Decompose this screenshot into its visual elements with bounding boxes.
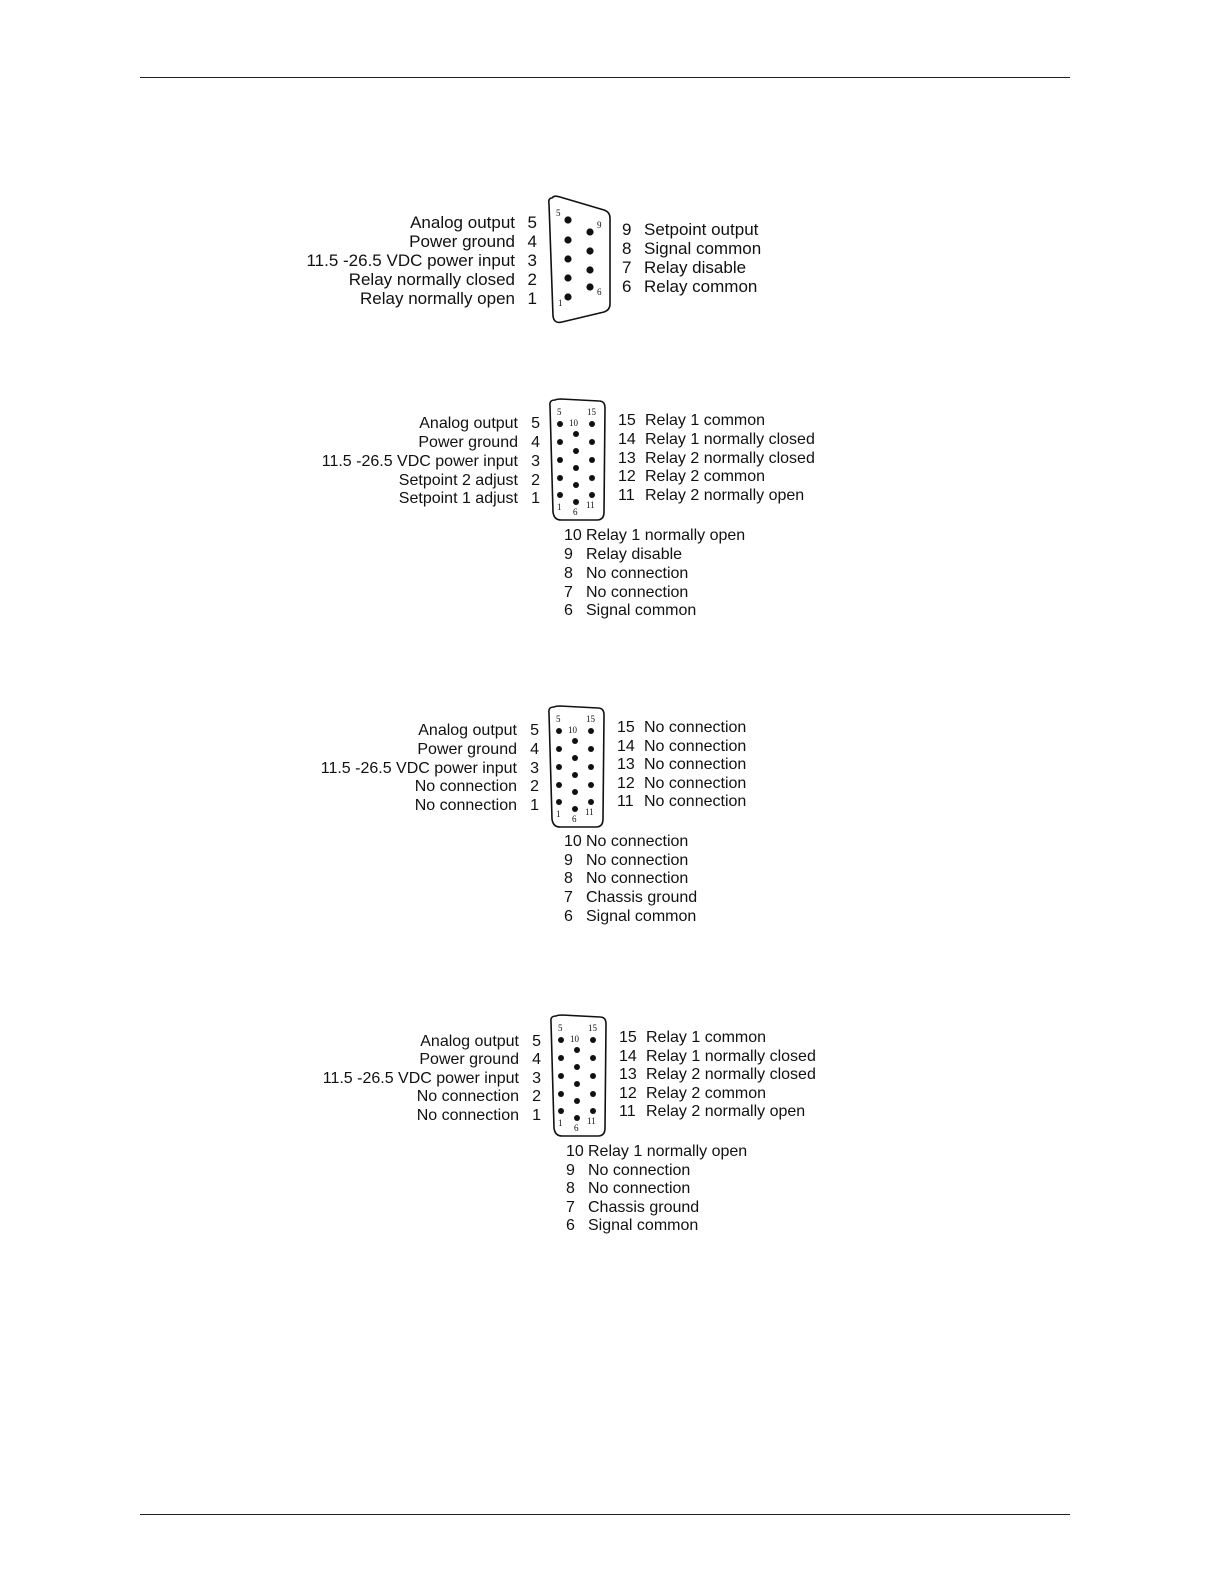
pin-2-dot — [558, 1091, 564, 1097]
connector-pin-number: 1 — [558, 1118, 563, 1128]
pin-label-row: No connection 1 — [416, 1107, 541, 1124]
pin-label-row: 10 Relay 1 normally open — [564, 527, 746, 544]
pin-label-row: 8 Signal common — [622, 239, 762, 258]
pin-9-dot — [586, 228, 593, 235]
pin-1-dot — [556, 799, 562, 805]
pin-12-dot — [588, 782, 594, 788]
footer-rule — [140, 1514, 1070, 1515]
pin-8-dot — [573, 465, 579, 471]
pin-label-row: Analog output 5 — [420, 1033, 541, 1050]
left-pin-labels — [240, 214, 537, 314]
pin-1-dot — [557, 492, 563, 498]
pin-5-dot — [556, 728, 562, 734]
pin-label-row: 15 No connection — [617, 719, 747, 736]
pin-label-row: 7 Relay disable — [622, 258, 747, 277]
pin-10-dot — [572, 738, 578, 744]
connector-pin-number: 6 — [574, 1123, 579, 1133]
pin-15-dot — [588, 728, 594, 734]
pin-label-row: 12 Relay 2 common — [619, 1085, 767, 1102]
pin-label-row: 9 Setpoint output — [622, 220, 759, 239]
pin-label-row: 10 No connection — [564, 833, 689, 850]
hd15-connector-icon — [547, 396, 609, 524]
connector-pin-number: 5 — [558, 1023, 563, 1033]
pin-6-dot — [573, 499, 579, 505]
pin-label-row: 13 No connection — [617, 756, 747, 773]
pin-label-row: Setpoint 2 adjust 2 — [398, 472, 540, 489]
pin-label-row: Analog output 5 — [410, 213, 537, 232]
pin-1-dot — [564, 293, 571, 300]
connector-pin-number: 15 — [587, 407, 596, 417]
pin-13-dot — [590, 1073, 596, 1079]
pin-2-dot — [557, 475, 563, 481]
pin-2-dot — [556, 782, 562, 788]
pin-15-dot — [590, 1037, 596, 1043]
pin-5-dot — [558, 1037, 564, 1043]
pin-14-dot — [588, 746, 594, 752]
pin-label-row: Power ground 4 — [419, 1051, 541, 1068]
connector-pin-number: 11 — [587, 1116, 596, 1126]
pin-label-row: Analog output 5 — [418, 722, 539, 739]
pin-13-dot — [589, 457, 595, 463]
pinout-diagram-hd15-b — [240, 702, 940, 962]
pin-10-dot — [573, 431, 579, 437]
pin-11-dot — [588, 799, 594, 805]
pin-label-row: Power ground 4 — [417, 741, 539, 758]
pin-14-dot — [590, 1055, 596, 1061]
connector-pin-number: 10 — [568, 725, 577, 735]
pin-label-row: 6 Signal common — [566, 1217, 699, 1234]
pin-label-row: 8 No connection — [564, 565, 689, 582]
pin-10-dot — [574, 1047, 580, 1053]
pin-label-row: 9 No connection — [564, 852, 689, 869]
pin-4-dot — [558, 1055, 564, 1061]
pin-3-dot — [564, 255, 571, 262]
pin-label-row: Relay normally open 1 — [360, 289, 537, 308]
connector-pin-number: 10 — [569, 418, 578, 428]
pin-14-dot — [589, 439, 595, 445]
pin-label-row: 7 No connection — [564, 584, 689, 601]
pin-label-row: 11.5 -26.5 VDC power input 3 — [322, 1070, 541, 1087]
pin-label-row: 15 Relay 1 common — [618, 412, 766, 429]
pin-6-dot — [572, 806, 578, 812]
pin-5-dot — [564, 216, 571, 223]
connector-pin-number: 10 — [570, 1034, 579, 1044]
pin-3-dot — [557, 457, 563, 463]
pin-label-row: No connection 1 — [414, 797, 539, 814]
connector-pin-number: 1 — [558, 298, 563, 308]
connector-pin-number: 9 — [597, 220, 602, 230]
pin-3-dot — [558, 1073, 564, 1079]
pin-label-row: Setpoint 1 adjust 1 — [398, 490, 540, 507]
pin-label-row: 14 Relay 1 normally closed — [619, 1048, 816, 1065]
pin-7-dot — [573, 482, 579, 488]
connector-pin-number: 5 — [557, 407, 562, 417]
pin-12-dot — [589, 475, 595, 481]
header-rule — [140, 77, 1070, 78]
pin-label-row: No connection 2 — [416, 1088, 541, 1105]
pin-4-dot — [556, 746, 562, 752]
pin-1-dot — [558, 1108, 564, 1114]
pin-9-dot — [573, 448, 579, 454]
pin-9-dot — [572, 755, 578, 761]
pin-8-dot — [574, 1081, 580, 1087]
pin-8-dot — [572, 772, 578, 778]
connector-pin-number: 6 — [597, 287, 602, 297]
pin-label-row: 11 Relay 2 normally open — [618, 487, 805, 504]
pin-label-row: 11 No connection — [617, 793, 747, 810]
pin-12-dot — [590, 1091, 596, 1097]
connector-pin-number: 5 — [556, 208, 561, 218]
pin-label-row: 11.5 -26.5 VDC power input 3 — [320, 760, 539, 777]
pin-label-row: 7 Chassis ground — [566, 1199, 700, 1216]
hd15-connector-icon — [546, 703, 608, 831]
pin-label-row: 15 Relay 1 common — [619, 1029, 767, 1046]
pin-label-row: 9 No connection — [566, 1162, 691, 1179]
pin-label-row: 11 Relay 2 normally open — [619, 1103, 806, 1120]
de9-connector-icon — [546, 194, 616, 326]
pin-5-dot — [557, 421, 563, 427]
connector-pin-number: 6 — [572, 814, 577, 824]
pin-label-row: 11.5 -26.5 VDC power input 3 — [306, 251, 537, 270]
pin-15-dot — [589, 421, 595, 427]
pin-6-dot — [586, 283, 593, 290]
pin-label-row: 7 Chassis ground — [564, 889, 698, 906]
pin-7-dot — [574, 1098, 580, 1104]
pinout-diagram-hd15-a — [240, 395, 940, 655]
pin-label-row: 9 Relay disable — [564, 546, 683, 563]
hd15-connector-icon — [548, 1012, 610, 1140]
pin-11-dot — [590, 1108, 596, 1114]
pin-9-dot — [574, 1064, 580, 1070]
pin-4-dot — [557, 439, 563, 445]
pin-label-row: 8 No connection — [564, 870, 689, 887]
pin-label-row: Power ground 4 — [409, 232, 537, 251]
pin-label-row: 6 Relay common — [622, 277, 758, 296]
connector-pin-number: 5 — [556, 714, 561, 724]
connector-pin-number: 6 — [573, 507, 578, 517]
connector-pin-number: 15 — [588, 1023, 597, 1033]
connector-pin-number: 15 — [586, 714, 595, 724]
pin-label-row: 11.5 -26.5 VDC power input 3 — [321, 453, 540, 470]
pin-label-row: 10 Relay 1 normally open — [566, 1143, 748, 1160]
pin-3-dot — [556, 764, 562, 770]
pin-7-dot — [586, 266, 593, 273]
pin-4-dot — [564, 236, 571, 243]
pin-13-dot — [588, 764, 594, 770]
pin-label-row: 6 Signal common — [564, 908, 697, 925]
pin-8-dot — [586, 247, 593, 254]
connector-pin-number: 1 — [557, 502, 562, 512]
pin-label-row: No connection 2 — [414, 778, 539, 795]
connector-pin-number: 11 — [586, 500, 595, 510]
pin-11-dot — [589, 492, 595, 498]
pin-label-row: Power ground 4 — [418, 434, 540, 451]
pin-label-row: Analog output 5 — [419, 415, 540, 432]
pin-label-row: 8 No connection — [566, 1180, 691, 1197]
pin-2-dot — [564, 274, 571, 281]
connector-pin-number: 1 — [556, 809, 561, 819]
pin-7-dot — [572, 789, 578, 795]
pin-label-row: 13 Relay 2 normally closed — [619, 1066, 816, 1083]
pin-label-row: 6 Signal common — [564, 602, 697, 619]
pin-label-row: 14 No connection — [617, 738, 747, 755]
pin-label-row: 14 Relay 1 normally closed — [618, 431, 815, 448]
pin-6-dot — [574, 1115, 580, 1121]
pinout-diagram-hd15-c — [240, 1012, 940, 1272]
pin-label-row: Relay normally closed 2 — [348, 270, 537, 289]
pin-label-row: 12 Relay 2 common — [618, 468, 766, 485]
connector-pin-number: 11 — [585, 807, 594, 817]
pin-label-row: 12 No connection — [617, 775, 747, 792]
pin-label-row: 13 Relay 2 normally closed — [618, 450, 815, 467]
